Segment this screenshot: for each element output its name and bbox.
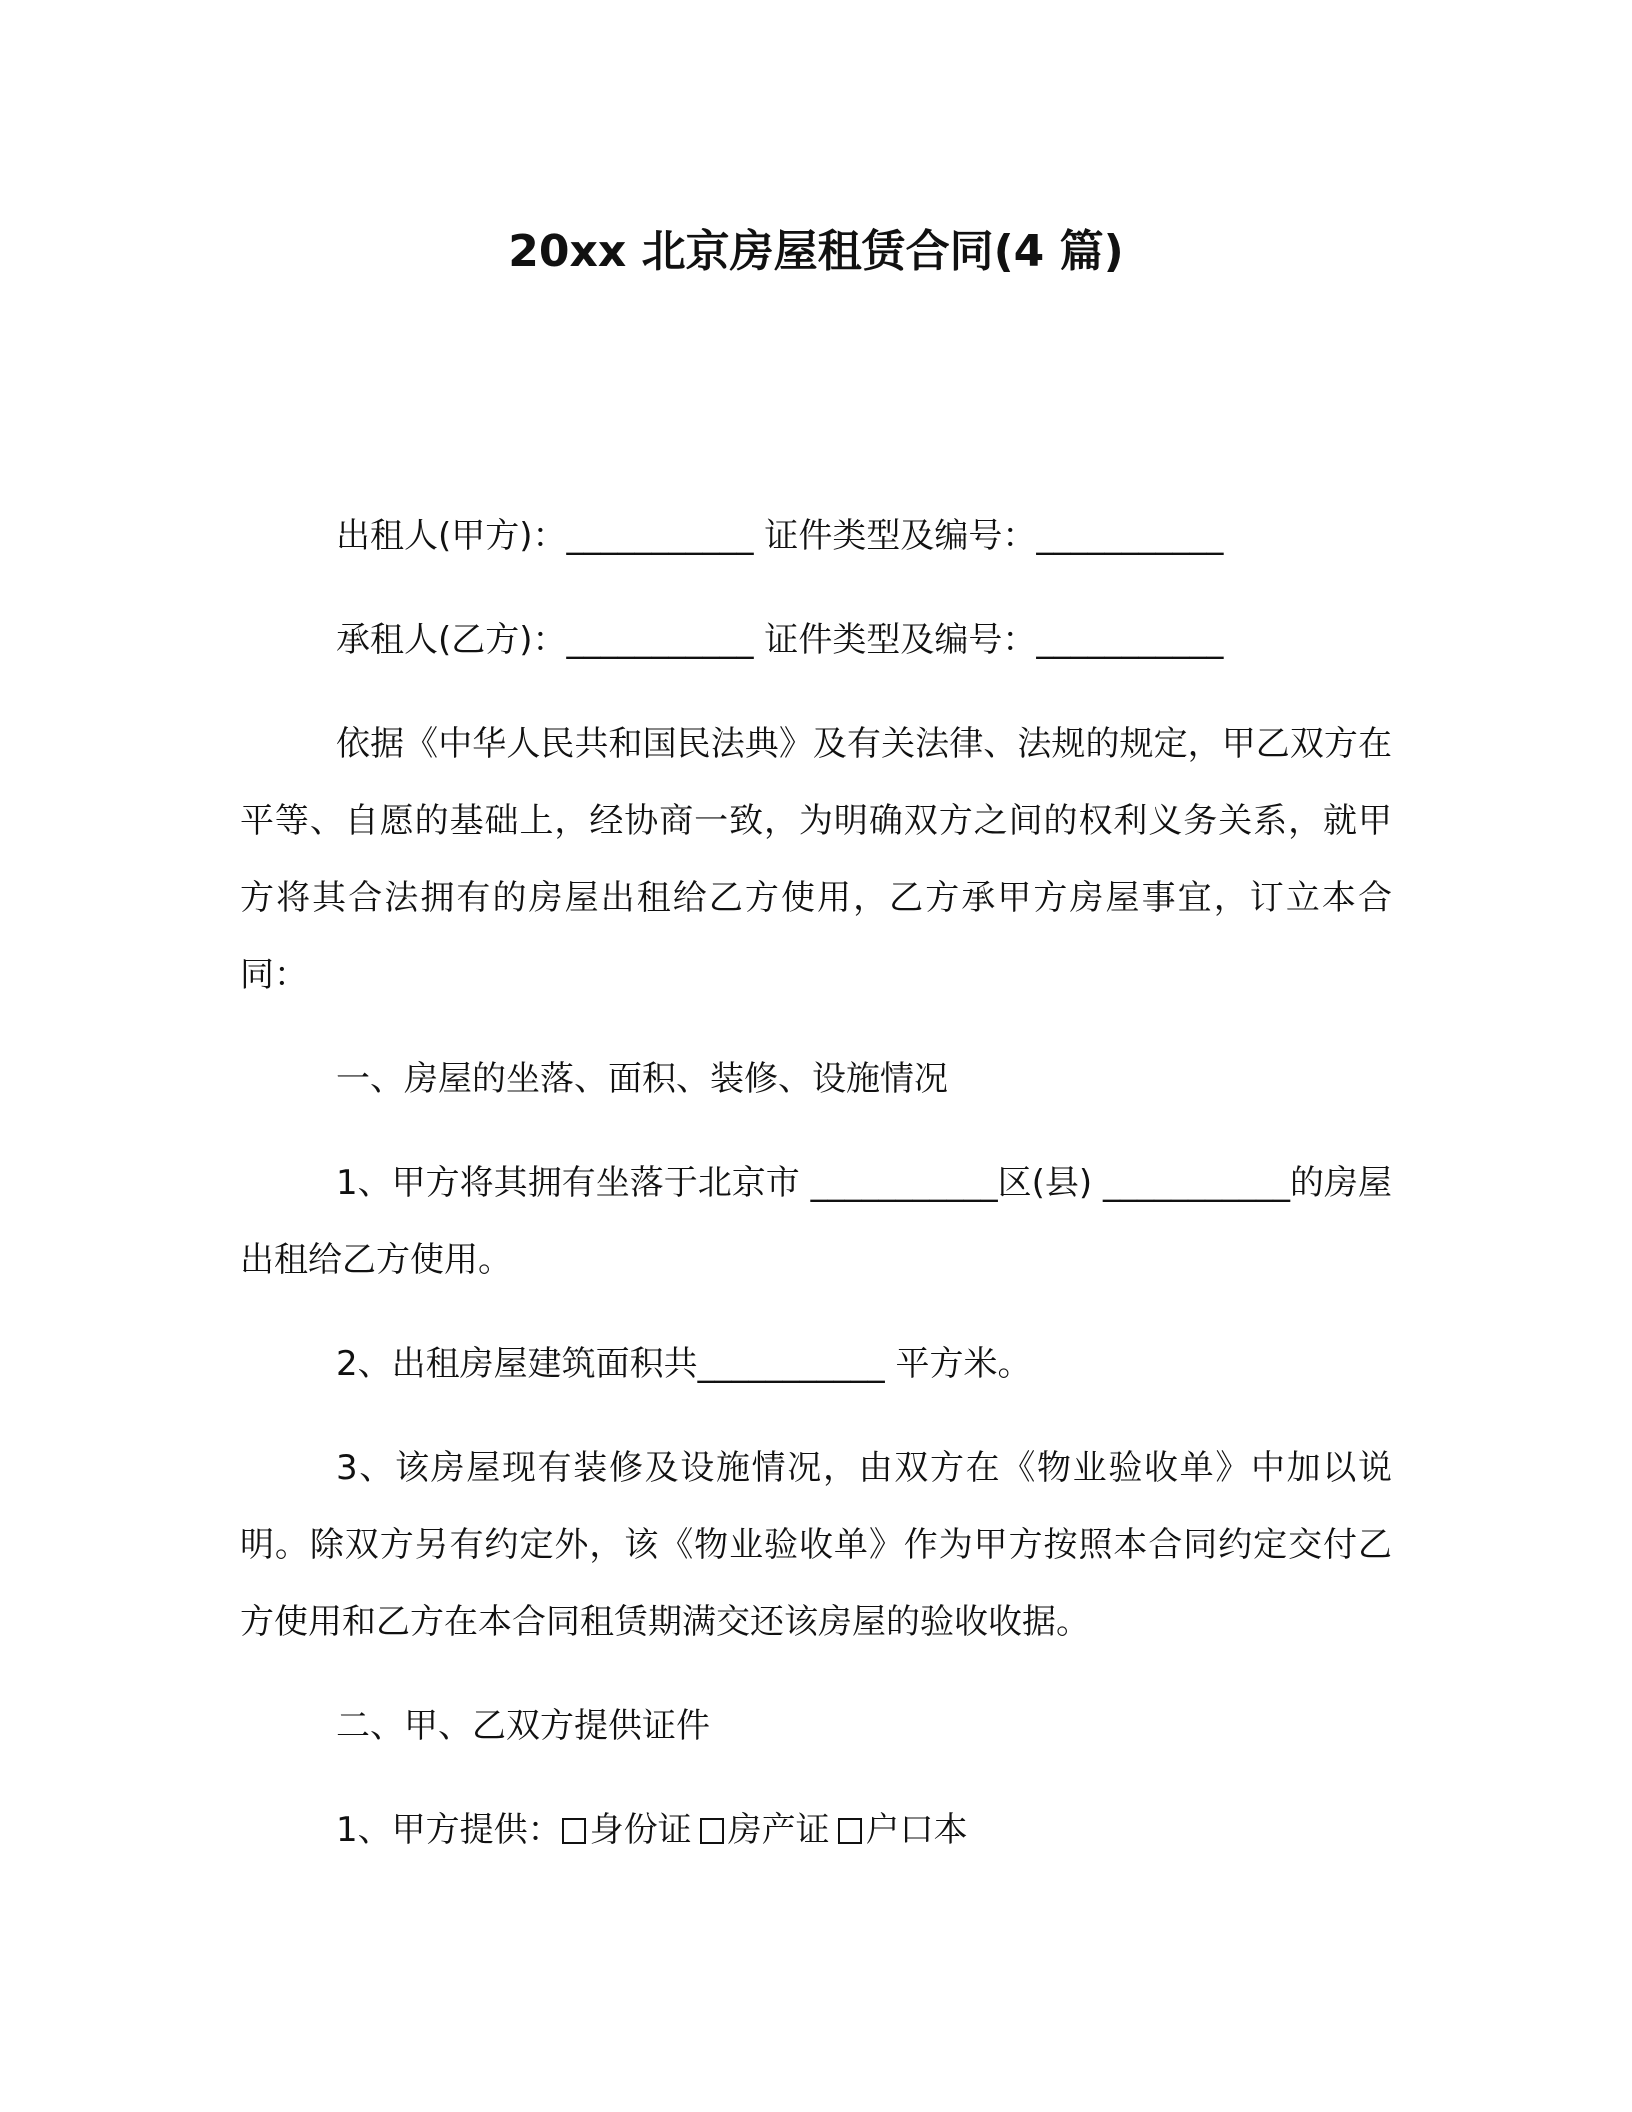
document-body: [240, 498, 1392, 1896]
clause-1-1: 1、甲方将其拥有坐落于北京市 ___________区(县) ___________的房屋出租给乙方使用。: [240, 1163, 1392, 1280]
clause-2-1-prefix: 1、甲方提供：: [336, 1810, 562, 1850]
checkbox-id-card[interactable]: [562, 1818, 586, 1844]
clause-1-2: 2、出租房屋建筑面积共___________ 平方米。: [336, 1344, 1032, 1384]
document-title: 20xx 北京房屋租赁合同(4 篇): [508, 226, 1124, 277]
checkbox-label-household-register: 户口本: [865, 1810, 968, 1850]
party-b-line: 承租人(乙方)：___________ 证件类型及编号：___________: [336, 620, 1224, 660]
section-2-heading: 二、甲、乙双方提供证件: [336, 1706, 710, 1746]
preamble-paragraph: 依据《中华人民共和国民法典》及有关法律、法规的规定，甲乙双方在平等、自愿的基础上，经协商一致，为明确双方之间的权利义务关系，就甲方将其合法拥有的房屋出租给乙方使用，乙方承甲方房屋事宜，订立本合同：: [240, 724, 1392, 995]
party-a-line: 出租人(甲方)：___________ 证件类型及编号：___________: [336, 516, 1224, 556]
section-1-heading: 一、房屋的坐落、面积、装修、设施情况: [336, 1059, 948, 1099]
checkbox-label-property-cert: 房产证: [727, 1810, 830, 1850]
checkbox-label-id-card: 身份证: [589, 1810, 692, 1850]
clause-2-1: [240, 1792, 1392, 1869]
clause-1-3: 3、该房屋现有装修及设施情况，由双方在《物业验收单》中加以说明。除双方另有约定外，该《物业验收单》作为甲方按照本合同约定交付乙方使用和乙方在本合同租赁期满交还该房屋的验收收据。: [240, 1448, 1392, 1642]
checkbox-property-cert[interactable]: [700, 1818, 724, 1844]
checkbox-household-register[interactable]: [838, 1818, 862, 1844]
